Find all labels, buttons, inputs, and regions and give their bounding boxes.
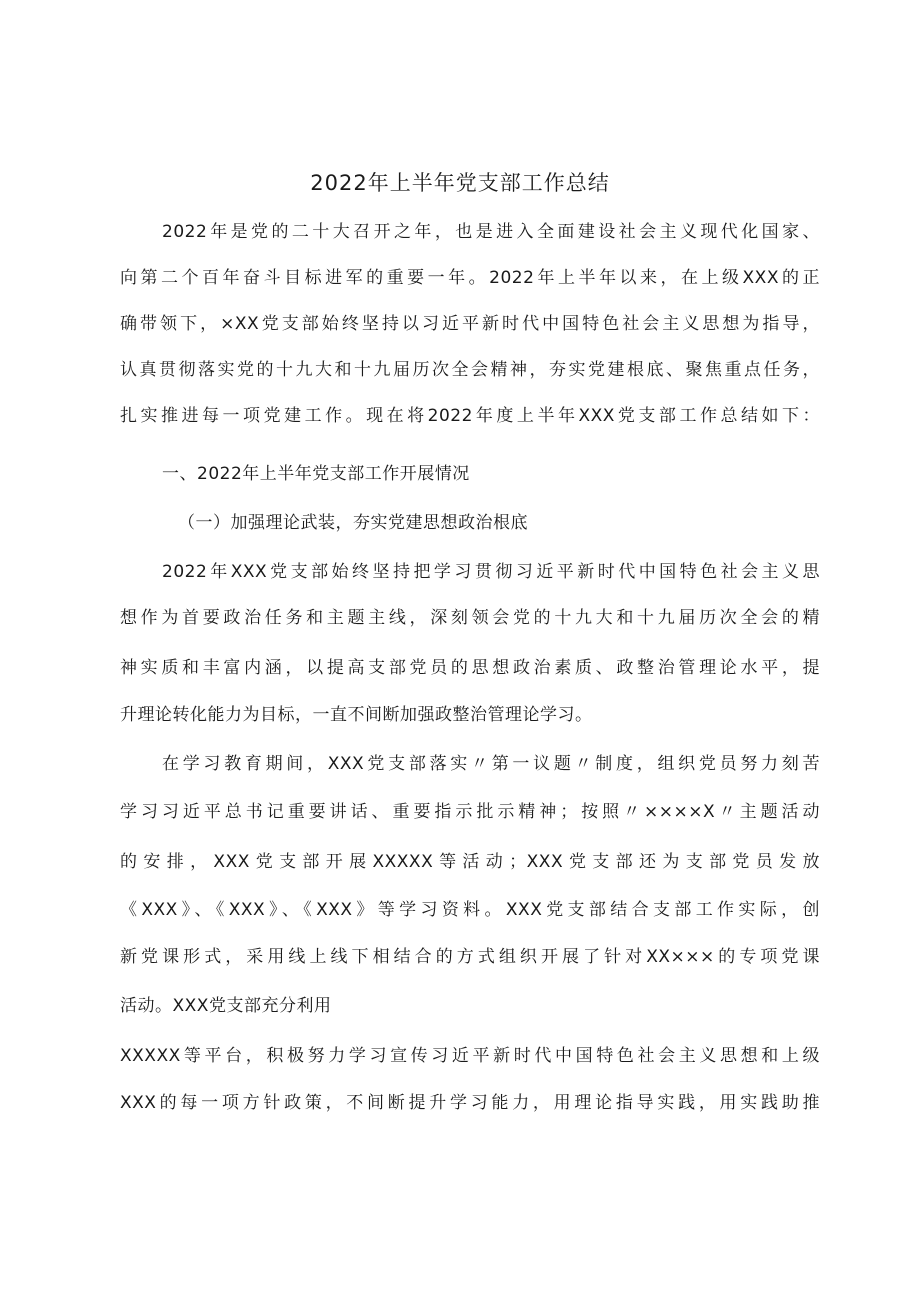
section-heading: 一、2022年上半年党支部工作开展情况 bbox=[162, 464, 470, 484]
paragraph-line: 《XXX》、《XXX》、《XXX》等学习资料。XXX党支部结合支部工作实际，创 bbox=[120, 900, 820, 920]
paragraph-line: 活动。XXX党支部充分利用 bbox=[120, 996, 332, 1016]
paragraph-line: 2022年XXX党支部始终坚持把学习贯彻习近平新时代中国特色社会主义思 bbox=[162, 562, 820, 582]
paragraph-line: 想作为首要政治任务和主题主线，深刻领会党的十九大和十九届历次全会的精 bbox=[120, 608, 820, 628]
paragraph-line: 认真贯彻落实党的十九大和十九届历次全会精神，夯实党建根底、聚焦重点任务， bbox=[120, 360, 820, 380]
subsection-heading: （一）加强理论武装，夯实党建思想政治根底 bbox=[178, 513, 528, 533]
paragraph-line: 扎实推进每一项党建工作。现在将2022年度上半年XXX党支部工作总结如下： bbox=[120, 406, 820, 426]
paragraph-line: 2022年是党的二十大召开之年，也是进入全面建设社会主义现代化国家、 bbox=[162, 222, 820, 242]
paragraph-line: 向第二个百年奋斗目标进军的重要一年。2022年上半年以来，在上级XXX的正 bbox=[120, 268, 820, 288]
paragraph-line: 的安排，XXX党支部开展XXXXX等活动；XXX党支部还为支部党员发放 bbox=[120, 852, 820, 872]
paragraph-line: 神实质和丰富内涵，以提高支部党员的思想政治素质、政整治管理论水平，提 bbox=[120, 658, 820, 678]
paragraph-line: XXX的每一项方针政策，不间断提升学习能力，用理论指导实践，用实践助推 bbox=[120, 1093, 820, 1113]
document-title: 2022年上半年党支部工作总结 bbox=[310, 171, 610, 195]
paragraph-line: 在学习教育期间，XXX党支部落实〃第一议题〃制度，组织党员努力刻苦 bbox=[162, 754, 820, 774]
paragraph-line: 确带领下，×XX党支部始终坚持以习近平新时代中国特色社会主义思想为指导， bbox=[120, 314, 820, 334]
paragraph-line: 学习习近平总书记重要讲话、重要指示批示精神；按照〃××××X〃主题活动 bbox=[120, 802, 820, 822]
paragraph-line: 新党课形式，采用线上线下相结合的方式组织开展了针对XX×××的专项党课 bbox=[120, 947, 820, 967]
paragraph-line: XXXXX等平台，积极努力学习宣传习近平新时代中国特色社会主义思想和上级 bbox=[120, 1046, 820, 1066]
paragraph-line: 升理论转化能力为目标，一直不间断加强政整治管理论学习。 bbox=[120, 705, 593, 725]
